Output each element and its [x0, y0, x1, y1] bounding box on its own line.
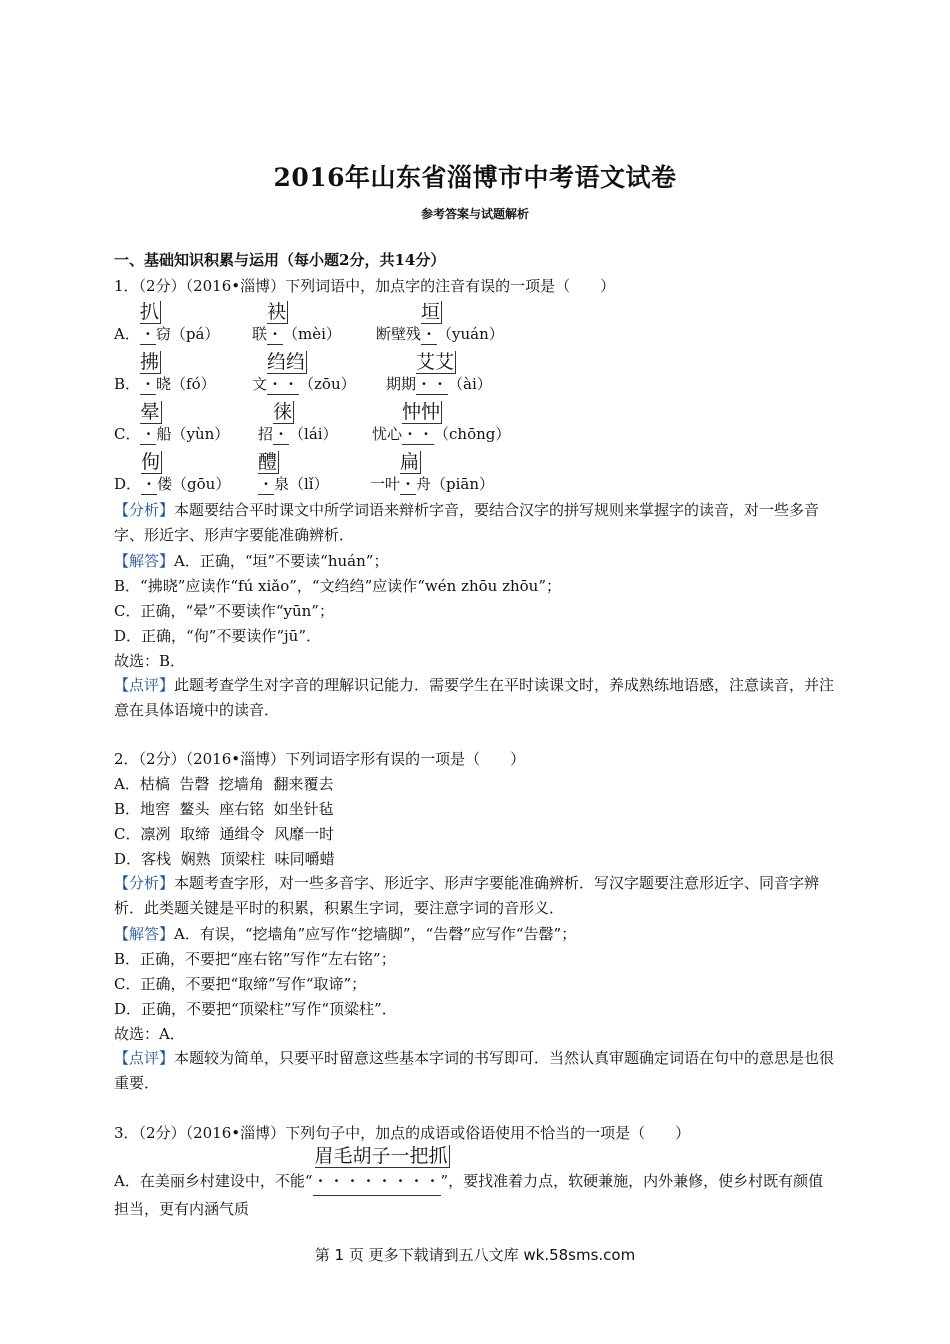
q1-option-a-word3: 断壁残 垣 · （yuán） — [376, 301, 504, 343]
dotted-char: 拂 · — [140, 351, 160, 393]
q1-option-b-word3: 期期 艾艾 · · （ài） — [386, 351, 492, 393]
q1-answer-c: C．正确，“晕”不要读作“yūn”； — [114, 602, 334, 620]
q1-option-d: D． 佝 · 偻（gōu） — [114, 451, 231, 493]
q1-answer-d: D．正确，“佝”不要读作“jū”． — [114, 627, 322, 645]
q2-option-a: A．枯槁 告磬 挖墙角 翻来覆去 — [114, 775, 334, 793]
q1-option-c: C． 晕 · 船（yùn） — [114, 401, 230, 443]
q2-option-b: B．地窖 鳌头 座右铭 如坐针毡 — [114, 800, 334, 818]
dotted-char: 晕 · — [140, 401, 160, 443]
q1-choice: 故选：B． — [114, 652, 186, 670]
q2-option-c: C．凛冽 取缔 通缉令 风靡一时 — [114, 825, 335, 843]
q1-option-c-word3: 忧心 忡忡 · · （chōng） — [372, 401, 511, 443]
q1-answer-b: B．“拂晓”应读作“fú xiǎo”，“文绉绉”应读作“wén zhōu zhōu”； — [114, 577, 562, 595]
q1-option-d-word2: 醴 · 泉（lǐ） — [258, 451, 329, 493]
q1-answer-a: 【解答】A．正确，“垣”不要读“huán”； — [114, 552, 389, 570]
dotted-char: 徕 · — [273, 401, 293, 443]
section-heading: 一、基础知识积累与运用（每小题2分，共14分） — [114, 251, 446, 269]
dotted-idiom: 眉毛胡子一把抓 · · · · · · · · — [313, 1168, 441, 1196]
q2-stem: 2．（2分）（2016•淄博）下列词语字形有误的一项是（ ） — [114, 750, 526, 768]
q1-option-a-word2: 联 袂 · （mèi） — [252, 301, 341, 343]
page-footer: 第 1 页 更多下载请到五八文库 wk.58sms.com — [314, 1246, 636, 1264]
q1-option-d-word3: 一叶 扁 · 舟（piān） — [370, 451, 495, 493]
dotted-char: 佝 · — [141, 451, 161, 493]
q2-choice: 故选：A． — [114, 1025, 185, 1043]
page-subtitle: 参考答案与试题解析 — [420, 207, 529, 221]
q1-option-a: A． 扒 · 窃（pá） — [114, 301, 220, 343]
dotted-char: 艾艾 · · — [416, 351, 455, 393]
dotted-char: 扒 · — [139, 301, 159, 343]
q3-option-a: A．在美丽乡村建设中，不能“ 眉毛胡子一把抓 · · · · · · · · ”，要找准着力点，软硬兼施，内外兼修，使乡村既有颜值担当，更有内涵气质 — [114, 1145, 824, 1218]
q2-option-d: D．客栈 娴熟 顶梁柱 味同嚼蜡 — [114, 850, 335, 868]
q1-comment: 【点评】此题考查学生对字音的理解识记能力．需要学生在平时读课文时，养成熟练地语感，注意读音，并注意在具体语境中的读音． — [114, 676, 835, 719]
q2-comment: 【点评】本题较为简单，只要平时留意这些基本字词的书写即可．当然认真审题确定词语在句中的意思是也很重要． — [114, 1049, 835, 1092]
q1-analysis: 【分析】本题要结合平时课文中所学词语来辩析字音，要结合汉字的拼写规则来掌握字的读音，对一些多音字、形近字、形声字要能准确辨析． — [114, 501, 820, 544]
dotted-char: 垣 · — [421, 301, 441, 343]
q3-stem: 3．（2分）（2016•淄博）下列句子中，加点的成语或俗语使用不恰当的一项是（ ） — [114, 1124, 691, 1142]
q1-option-b-word2: 文 绉绉 · · （zōu） — [252, 351, 356, 393]
q2-answer-d: D．正确，不要把“顶梁柱”写作“顶粱柱”． — [114, 1000, 397, 1018]
dotted-char: 扁 · — [400, 451, 420, 493]
dotted-char: 绉绉 · · — [267, 351, 306, 393]
dotted-char: 袂 · — [267, 301, 287, 343]
q1-option-c-word2: 招 徕 · （lái） — [258, 401, 338, 443]
q2-analysis: 【分析】本题考查字形，对一些多音字、形近字、形声字要能准确辨析．写汉字题要注意形近字、同音字辨析．此类题关键是平时的积累，积累生字词，要注意字词的音形义． — [114, 874, 820, 917]
dotted-char: 忡忡 · · — [402, 401, 441, 443]
dotted-char: 醴 · — [258, 451, 278, 493]
q2-answer-b: B．正确，不要把“座右铭”写作“左右铭”； — [114, 950, 396, 968]
q1-stem: 1．（2分）（2016•淄博）下列词语中，加点字的注音有误的一项是（ ） — [114, 277, 616, 295]
q1-option-b: B． 拂 · 晓（fó） — [114, 351, 216, 393]
page-title: 2016年山东省淄博市中考语文试卷 — [273, 163, 677, 192]
q2-answer-c: C．正确，不要把“取缔”写作“取谛”； — [114, 975, 367, 993]
q2-answer-a: 【解答】A．有误，“挖墙角”应写作“挖墙脚”，“告磬”应写作“告罄”； — [114, 925, 577, 943]
